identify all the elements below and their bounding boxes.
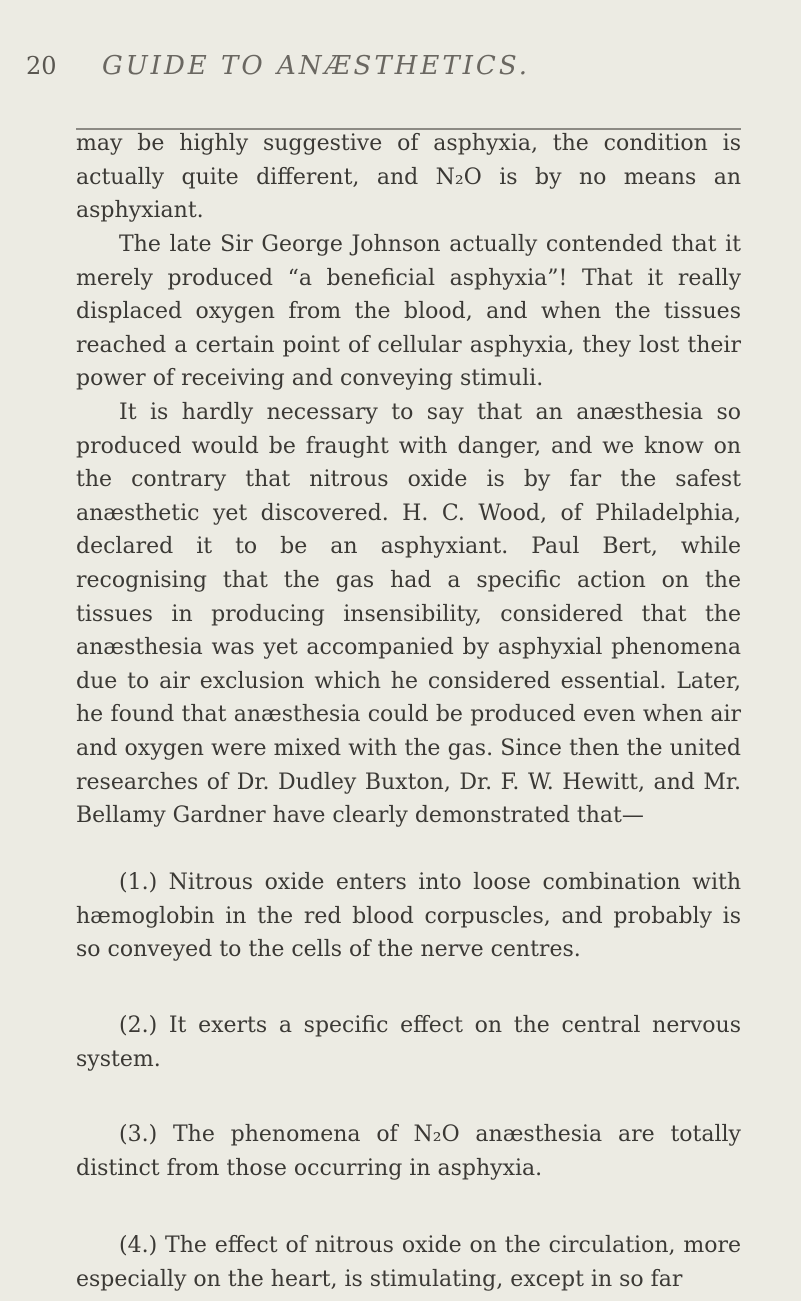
list-item-3: (3.) The phenomena of N₂O anæsthesia are totally distinct from those occurring in asphyxia. [76, 1122, 741, 1181]
page-number: 20 [26, 52, 57, 80]
paragraph-continuation: may be highly suggestive of asphyxia, the condition is actually quite different, and N₂O is by no means an asphyxiant. [76, 131, 741, 224]
list-item-1: (1.) Nitrous oxide enters into loose combination with hæmoglobin in the red blood corpuscles, and probably is so conveyed to the cells of the nerve centres. [76, 870, 741, 963]
paragraph-johnson: The late Sir George Johnson actually contended that it merely produced “a beneficial asphyxia”! That it really displaced oxygen from the blood, and when the tissues reached a certain point of cellular asphyxia, they lost their power of receiving and conveying stimuli. [76, 232, 741, 392]
list-item-4: (4.) The effect of nitrous oxide on the circulation, more especially on the heart, is stimulating, except in so far [76, 1233, 741, 1292]
page-header [26, 52, 774, 86]
running-title: GUIDE TO ANÆSTHETICS. [102, 51, 530, 81]
paragraph-anaesthesia: It is hardly necessary to say that an anæsthesia so produced would be fraught with danger, and we know on the contrary that nitrous oxide is by far the safest anæsthetic yet discovered. H. C. Wood, of Philadelphia, declared it to be an asphyxiant. Paul Bert, while recognising that the gas had a specific action on the tissues in producing insensibility, considered that the anæsthesia was yet accompanied by asphyxial phenomena due to air exclusion which he considered essential. Later, he found that anæsthesia could be produced even when air and oxygen were mixed with the gas. Since then the united researches of Dr. Dudley Buxton, Dr. F. W. Hewitt, and Mr. Bellamy Gardner have clearly demonstrated that— [76, 400, 741, 829]
list-item-2: (2.) It exerts a specific effect on the central nervous system. [76, 1013, 741, 1072]
